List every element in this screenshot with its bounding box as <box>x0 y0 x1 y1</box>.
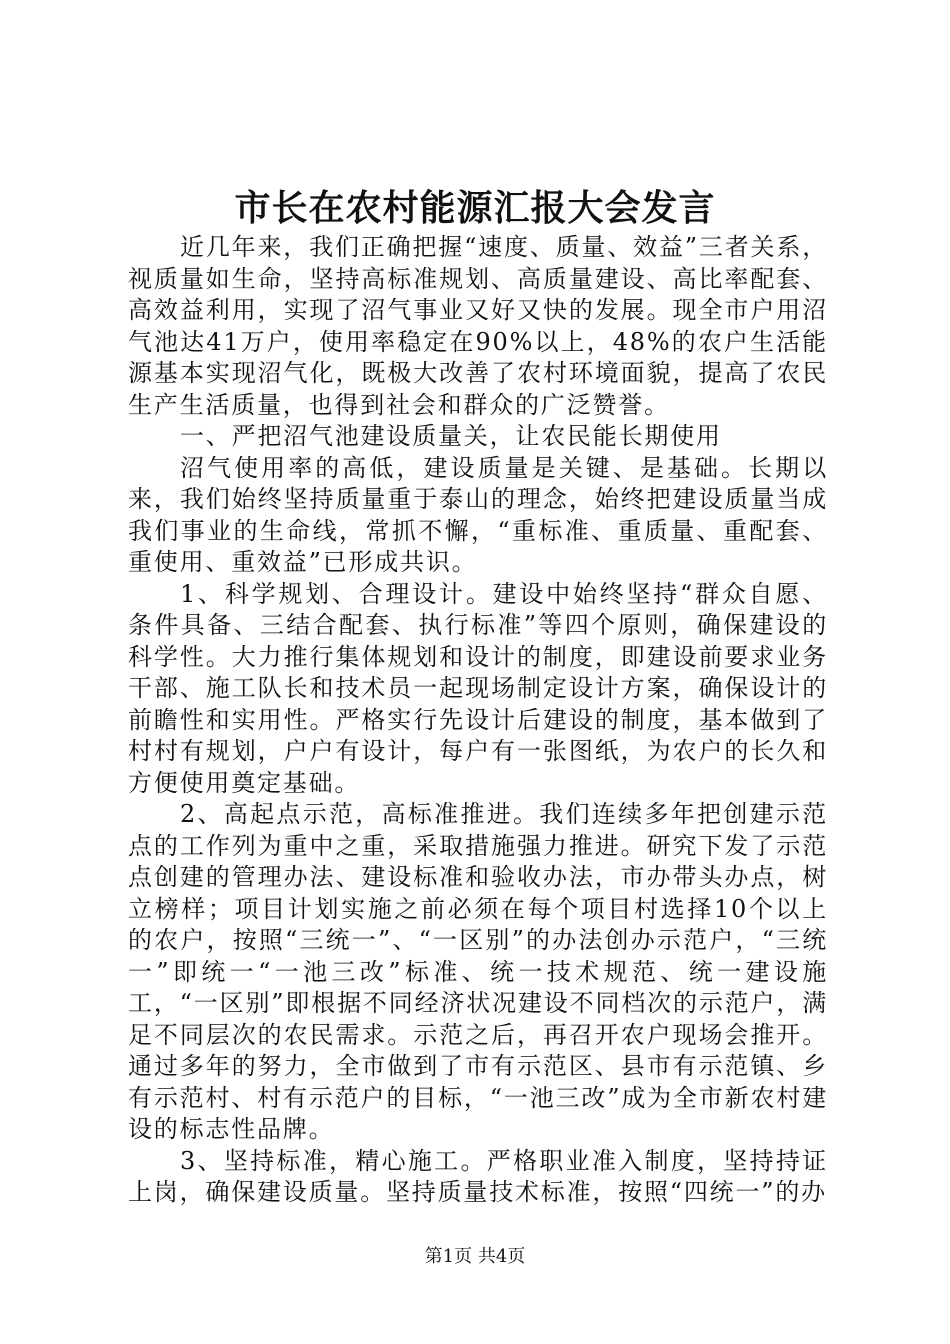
paragraph-section-1: 沼气使用率的高低，建设质量是关键、是基础。长期以来，我们始终坚持质量重于泰山的理念，始终把建设质量当成我们事业的生命线，常抓不懈，“重标准、重质量、重配套、重使用、重效益”已形成共识。 <box>128 453 828 576</box>
paragraph-item-1: 1、科学规划、合理设计。建设中始终坚持“群众自愿、条件具备、三结合配套、执行标准”等四个原则，确保建设的科学性。大力推行集体规划和设计的制度，即建设前要求业务干部、施工队长和技术员一起现场制定设计方案，确保设计的前瞻性和实用性。严格实行先设计后建设的制度，基本做到了村村有规划，户户有设计，每户有一张图纸，为农户的长久和方便使用奠定基础。 <box>128 579 828 797</box>
document-body <box>128 232 828 1209</box>
page-footer: 第1页 共4页 <box>424 1246 526 1267</box>
section-heading-1: 一、严把沼气池建设质量关，让农民能长期使用 <box>180 422 722 450</box>
paragraph-item-3: 3、坚持标准，精心施工。严格职业准入制度，坚持持证上岗，确保建设质量。坚持质量技术标准，按照“四统一”的办 <box>128 1146 828 1206</box>
paragraph-intro: 近几年来，我们正确把握“速度、质量、效益”三者关系，视质量如生命，坚持高标准规划、高质量建设、高比率配套、高效益利用，实现了沼气事业又好又快的发展。现全市户用沼气池达41万户，使用率稳定在90%以上，48%的农户生活能源基本实现沼气化，既极大改善了农村环境面貌，提高了农民生产生活质量，也得到社会和群众的广泛赞誉。 <box>128 233 828 419</box>
document-title: 市长在农村能源汇报大会发言 <box>234 187 716 229</box>
paragraph-item-2: 2、高起点示范，高标准推进。我们连续多年把创建示范点的工作列为重中之重，采取措施强力推进。研究下发了示范点创建的管理办法、建设标准和验收办法，市办带头办点，树立榜样；项目计划实施之前必须在每个项目村选择10个以上的农户，按照“三统一”、“一区别”的办法创办示范户，“三统一”即统一“一池三改”标准、统一技术规范、统一建设施工，“一区别”即根据不同经济状况建设不同档次的示范户，满足不同层次的农民需求。示范之后，再召开农户现场会推开。通过多年的努力，全市做到了市有示范区、县市有示范镇、乡有示范村、村有示范户的目标，“一池三改”成为全市新农村建设的标志性品牌。 <box>128 800 828 1143</box>
